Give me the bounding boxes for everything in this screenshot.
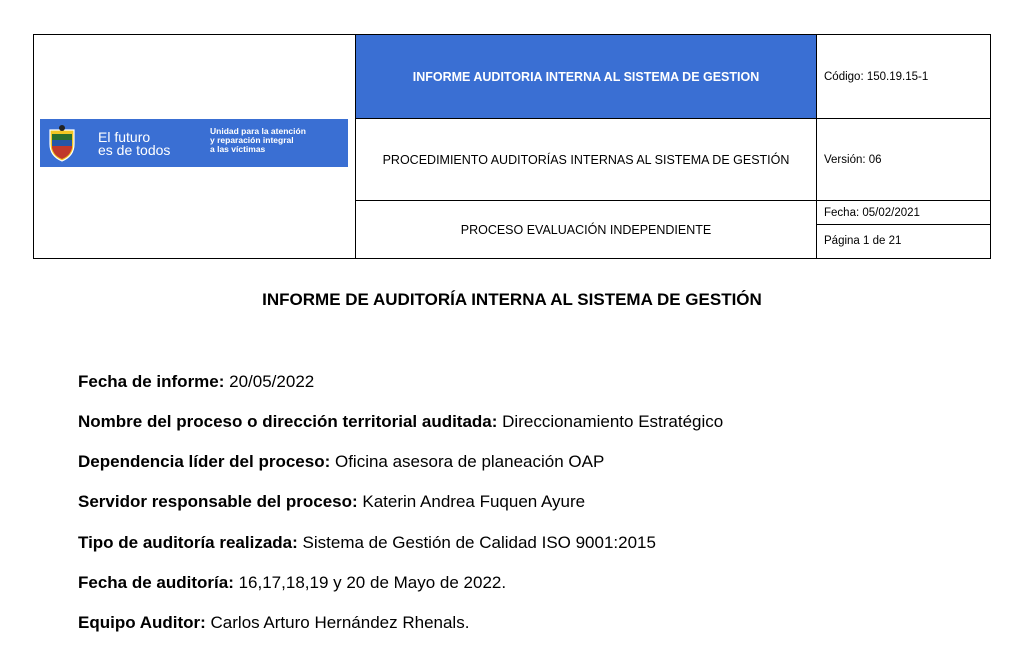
- field-value: Direccionamiento Estratégico: [497, 412, 724, 431]
- field-label: Fecha de informe:: [78, 372, 225, 391]
- field-report-date: [78, 372, 314, 392]
- institution-logo: [40, 119, 348, 167]
- process-title: PROCESO EVALUACIÓN INDEPENDIENTE: [460, 222, 712, 237]
- field-value: 20/05/2022: [224, 372, 315, 391]
- logo-cell: [34, 35, 356, 258]
- page-number: Página 1 de 21: [824, 235, 902, 247]
- field-value: Carlos Arturo Hernández Rhenals.: [205, 613, 470, 632]
- logo-slogan: El futuro es de todos: [98, 129, 171, 158]
- field-responsible: [78, 492, 585, 512]
- field-label: Servidor responsable del proceso:: [78, 492, 358, 511]
- field-label: Equipo Auditor:: [78, 613, 206, 632]
- field-value: Sistema de Gestión de Calidad ISO 9001:2015: [297, 533, 656, 552]
- code-cell: [817, 35, 990, 119]
- document-code: Código: 150.19.15-1: [824, 70, 929, 83]
- field-value: Oficina asesora de planeación OAP: [330, 452, 605, 471]
- document-version: Versión: 06: [824, 153, 882, 166]
- header-metadata: [816, 35, 990, 258]
- header-titles: [356, 35, 816, 258]
- report-title: INFORME AUDITORIA INTERNA AL SISTEMA DE GESTION: [412, 69, 760, 84]
- procedure-cell: [356, 119, 816, 201]
- field-process-name: [78, 412, 723, 432]
- field-label: Nombre del proceso o dirección territorial auditada:: [78, 412, 498, 431]
- version-cell: [817, 119, 990, 201]
- field-label: Dependencia líder del proceso:: [78, 452, 331, 471]
- document-header-table: [33, 34, 991, 259]
- field-lead-unit: [78, 452, 604, 472]
- date-cell: [817, 201, 990, 225]
- field-audit-team: [78, 613, 469, 633]
- field-value: Katerin Andrea Fuquen Ayure: [357, 492, 586, 511]
- coat-of-arms-icon: [46, 124, 78, 162]
- field-audit-date: [78, 573, 506, 593]
- field-label: Tipo de auditoría realizada:: [78, 533, 298, 552]
- field-audit-type: [78, 533, 656, 553]
- date-page-cell: [817, 201, 990, 258]
- process-cell: [356, 201, 816, 258]
- procedure-title: PROCEDIMIENTO AUDITORÍAS INTERNAS AL SISTEMA DE GESTIÓN: [382, 152, 790, 167]
- document-date: Fecha: 05/02/2021: [824, 207, 920, 219]
- field-value: 16,17,18,19 y 20 de Mayo de 2022.: [233, 573, 507, 592]
- page-title: INFORME DE AUDITORÍA INTERNA AL SISTEMA DE GESTIÓN: [262, 290, 762, 309]
- logo-unit-name: Unidad para la atención y reparación integral a las víctimas: [210, 126, 306, 154]
- field-label: Fecha de auditoría:: [78, 573, 234, 592]
- report-title-cell: [356, 35, 816, 119]
- page-cell: [817, 225, 990, 258]
